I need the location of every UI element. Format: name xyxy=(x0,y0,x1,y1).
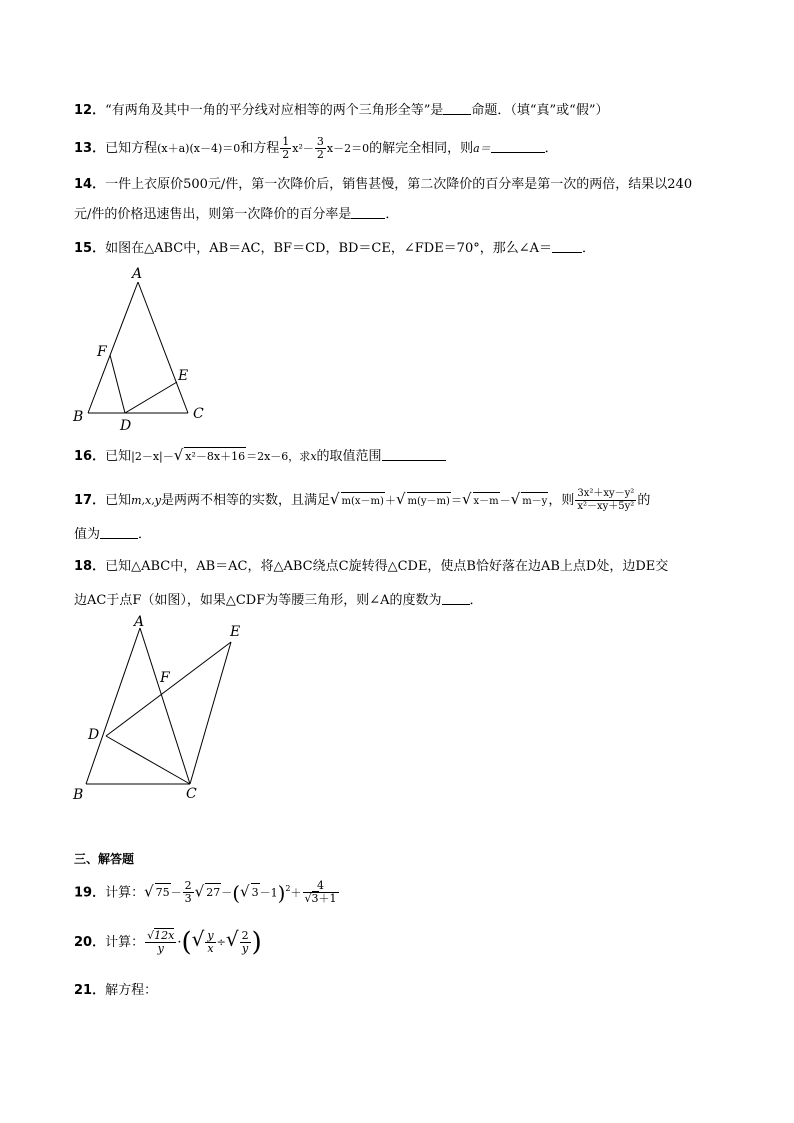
question-text: “有两角及其中一角的平分线对应相等的两个三角形全等”是 xyxy=(105,103,444,118)
question-20: 20．计算： $\frac{√12x}{y}$ ·(√ $\frac{y}{x}$ ÷√ $\frac{2}{y}$ ) xyxy=(74,927,262,958)
question-text-tail: 命题．（填“真”或“假”） xyxy=(471,103,609,118)
fraction: $\frac{2}{3}$ xyxy=(184,879,192,906)
question-14 xyxy=(74,176,692,194)
question-text: 的解完全相同，则 xyxy=(369,141,474,156)
period: ． xyxy=(138,527,152,542)
question-text: 计算： xyxy=(105,885,145,901)
label-A: A xyxy=(132,266,143,282)
period: ． xyxy=(469,593,483,608)
equation-part: x－2＝0 xyxy=(326,142,370,155)
question-text: 已知方程 xyxy=(105,141,158,156)
fraction: $\frac{\text{3x²＋xy－y²}}{\text{x²－xy＋5y²}}$ xyxy=(577,488,635,512)
question-text: 如图在△ABC中，AB＝AC，BF＝CD，BD＝CE，∠FDE＝70°，那么∠A＝ xyxy=(105,241,553,256)
question-number: 13． xyxy=(74,141,106,156)
equation-part: x²－ xyxy=(292,142,314,155)
question-number: 19． xyxy=(74,885,106,901)
question-text: 解方程： xyxy=(105,983,158,998)
answer-blank[interactable] xyxy=(442,592,470,605)
answer-blank[interactable] xyxy=(382,448,446,461)
question-text: 边AC于点F（如图），如果△CDF为等腰三角形，则∠A的度数为 xyxy=(74,593,442,608)
label-E: E xyxy=(178,368,189,384)
question-number: 21． xyxy=(74,983,106,998)
question-12 xyxy=(74,102,608,120)
fraction: $\frac{y}{x}$ xyxy=(207,929,214,955)
question-number: 15． xyxy=(74,241,106,256)
radical: x²－8x＋16 xyxy=(184,447,246,466)
label-A: A xyxy=(134,614,145,630)
question-14-line2 xyxy=(74,206,398,224)
label-F: F xyxy=(160,670,170,686)
triangle-figure-1 xyxy=(70,260,220,430)
question-13 xyxy=(74,136,558,161)
radical: x－m xyxy=(473,492,500,511)
fraction: $\frac{1}{2}$ xyxy=(282,135,290,161)
question-text: 元/件的价格迅速售出，则第一次降价的百分率是 xyxy=(74,207,352,222)
radical: 75 xyxy=(155,883,171,902)
question-text: 一件上衣原价500元/件，第一次降价后，销售甚慢，第二次降价的百分率是第一次的两倍，结果以240 xyxy=(105,177,693,192)
period: ． xyxy=(544,141,558,156)
answer-blank[interactable] xyxy=(552,240,582,253)
question-17: 17．已知m,x,y是两两不相等的实数，且满足√ m(x－m)＋√ m(y－m)＝√ x－m－√ m－y，则 $\frac{\text{3x²＋xy－y²}}{\text{x²－xy＋5y²}}$ 的 xyxy=(74,488,651,512)
label-E: E xyxy=(230,624,241,640)
question-number: 18． xyxy=(74,559,106,574)
question-text: 计算： xyxy=(105,935,145,950)
triangle-figure-2 xyxy=(68,612,258,807)
fraction: $\frac{2}{y}$ xyxy=(241,929,249,955)
answer-blank[interactable] xyxy=(491,140,545,153)
question-17-line2 xyxy=(74,526,151,544)
answer-blank[interactable] xyxy=(443,102,471,115)
question-text: 的 xyxy=(637,493,651,508)
radical: 3 xyxy=(251,883,260,902)
question-15 xyxy=(74,240,595,258)
segment-CE xyxy=(190,642,231,784)
radical: m(y－m) xyxy=(407,492,451,511)
question-text: ，则 xyxy=(548,493,575,508)
fraction: $\frac{3}{2}$ xyxy=(316,135,324,161)
question-text: 已知△ABC中，AB＝AC，将△ABC绕点C旋转得△CDE，使点B恰好落在边AB上点D处，边DE交 xyxy=(105,559,669,574)
question-number: 16． xyxy=(74,449,106,464)
radical: 27 xyxy=(205,883,221,902)
variables: m,x,y xyxy=(131,494,161,507)
label-C: C xyxy=(193,406,204,422)
segment-AB xyxy=(88,282,138,413)
question-text: 的取值范围 xyxy=(316,449,382,464)
radical: m－y xyxy=(521,492,548,511)
question-21 xyxy=(74,982,157,1000)
segment-FD xyxy=(110,355,125,413)
question-number: 20． xyxy=(74,935,106,950)
question-19: 19．计算：√ 75－ $\frac{2}{3}$ √ 27－(√ 3－1)$^2$＋ $\frac{4}{√3+1}$ xyxy=(74,879,337,906)
variable: a＝ xyxy=(473,142,491,155)
question-number: 12． xyxy=(74,103,106,118)
variable: x xyxy=(310,450,317,463)
radical: m(x－m) xyxy=(341,492,385,511)
label-B: B xyxy=(73,787,84,803)
fraction: $\frac{4}{√3+1}$ xyxy=(304,879,337,906)
segment-AC xyxy=(140,628,190,784)
label-F: F xyxy=(97,344,107,360)
segment-DE xyxy=(106,642,231,736)
period: ． xyxy=(385,207,399,222)
period: ． xyxy=(582,241,596,256)
label-C: C xyxy=(186,786,197,802)
label-B: B xyxy=(73,409,84,425)
segment-AC xyxy=(138,282,188,413)
answer-blank[interactable] xyxy=(100,526,138,539)
answer-blank[interactable] xyxy=(351,206,385,219)
section-title: 三、解答题 xyxy=(74,852,135,866)
expression: ＝2x－6，求 xyxy=(246,450,311,463)
question-16: 16．已知|2－x|－√ x²－8x＋16＝2x－6，求x的取值范围 xyxy=(74,446,446,466)
question-text: 已知 xyxy=(105,449,132,464)
question-text: 是两两不相等的实数，且满足 xyxy=(160,493,330,508)
question-text: 值为 xyxy=(74,527,101,542)
expression: |2－x|－ xyxy=(131,450,174,463)
question-18-line2 xyxy=(74,592,483,610)
question-text: 已知 xyxy=(105,493,132,508)
segment-AB xyxy=(86,628,140,784)
question-number: 17． xyxy=(74,493,106,508)
fraction: $\frac{√12x}{y}$ xyxy=(147,929,175,955)
label-D: D xyxy=(88,727,100,743)
segment-DE xyxy=(125,382,177,413)
question-number: 14． xyxy=(74,177,106,192)
question-text: 和方程 xyxy=(240,141,280,156)
question-18 xyxy=(74,558,668,576)
equation-1: (x＋a)(x－4)＝0 xyxy=(157,142,241,155)
label-D: D xyxy=(120,418,132,430)
